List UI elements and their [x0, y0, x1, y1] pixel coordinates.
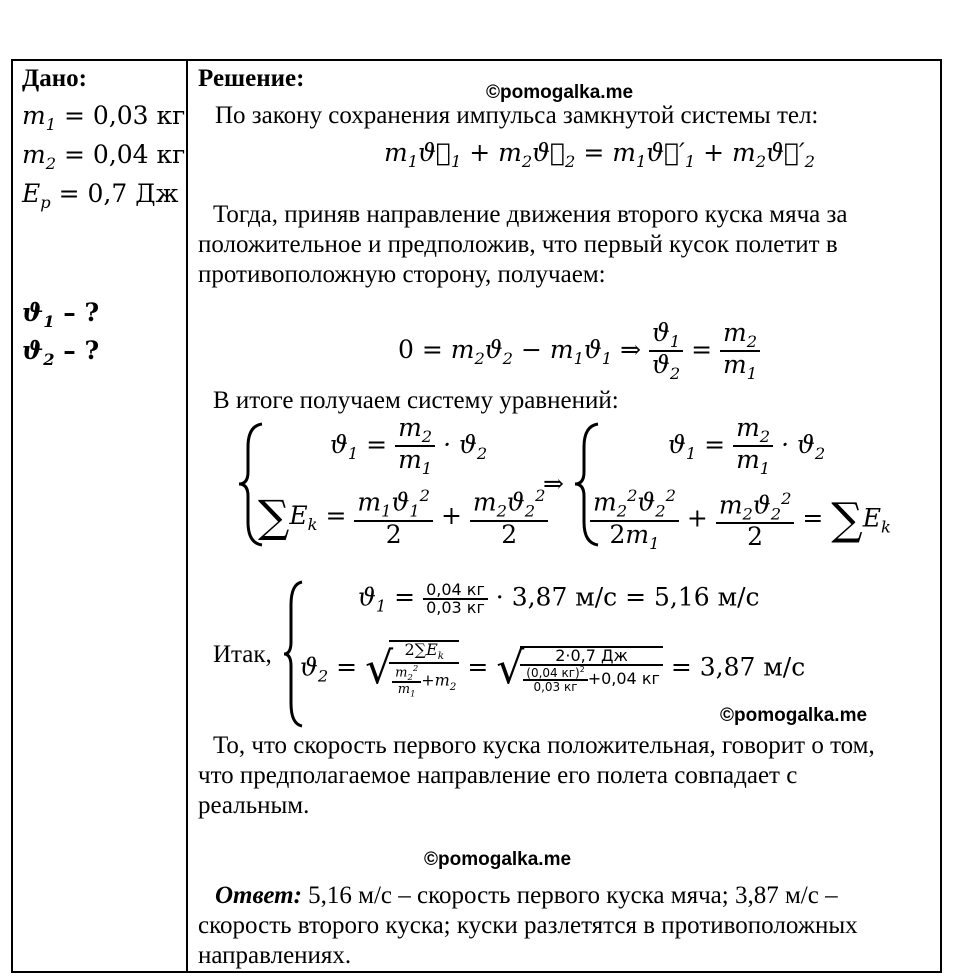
answer-line1: Ответ: 5,16 м/с – скорость первого куска мяча; 3,87 м/с –: [215, 882, 838, 909]
intro-text: По закону сохранения импульса замкнутой системы тел:: [215, 102, 819, 129]
momentum-equation: $m_1ϑ⃗_1$ + $m_2ϑ⃗_2$ = $m_1ϑ⃗'_1$ + $m_2ϑ⃗'_2$: [384, 138, 815, 171]
para1-line2: положительное и предположив, что первый кусок полетит в: [198, 231, 838, 258]
para2-line3: реальным.: [198, 792, 310, 819]
para2-line1: То, что скорость первого куска положительная, говорит о том,: [213, 732, 875, 759]
watermark-bottom: ©pomogalka.me: [424, 849, 572, 870]
implies-arrow: ⇒: [543, 471, 564, 498]
answer-line2: скорость второго куска; куски разлетятся в противоположных: [198, 912, 858, 939]
answer-line3: направлениях.: [198, 942, 352, 969]
watermark-middle: ©pomogalka.me: [720, 705, 868, 726]
find-v1: $ϑ_1$ – ?: [22, 298, 100, 331]
given-header: Дано:: [22, 65, 87, 92]
para2-line2: что предполагаемое направление его полета совпадает с: [198, 762, 798, 789]
given-ep: $E_p = 0,7$ Дж: [22, 179, 179, 212]
solution-header: Решение:: [198, 65, 305, 92]
para1-line1: Тогда, приняв направление движения второго куска мяча за: [213, 201, 848, 228]
para1-line3: противоположную сторону, получаем:: [198, 261, 606, 288]
system-left-eq1: $ϑ_1$ = $\frac{m_2}{m_1}$ · $ϑ_2$: [330, 413, 488, 479]
system-right-eq1: $ϑ_1$ = $\frac{m_2}{m_1}$ · $ϑ_2$: [668, 413, 826, 479]
ratio-equation: $0 = m_2ϑ_2 - m_1ϑ_1$ ⇒ $\frac{ϑ_1}{ϑ_2}$ = $\frac{m_2}{m_1}$: [398, 320, 760, 383]
column-divider: [186, 59, 188, 973]
given-m1: $m_1 = 0,03$ кг: [22, 101, 186, 134]
system-right-eq2: $\frac{m_2^2ϑ_2^2}{2m_1}$ + $\frac{m_2ϑ_2^2}{2}$ = $\sum E_k$: [590, 488, 891, 552]
itak-label: Итак,: [213, 641, 272, 668]
watermark-top: ©pomogalka.me: [486, 82, 634, 103]
result-v1: $ϑ_1$ = $\frac{0,04 кг}{0,03 кг}$ · 3,87 м/с = 5,16 м/с: [358, 580, 760, 617]
find-v2: $ϑ_2$ – ?: [22, 336, 100, 369]
result-v2: $ϑ_2$ = √ $2\sum E_k$ $\frac{m_2^2}{m_1}$ $+m_2$ = √ 2·0,7 Дж $\frac{(0,04 кг)^2}{0,03 кг}$ +0,04 кг = 3,87 м/с: [300, 640, 806, 699]
system-left-eq2: $\sum E_k$ = $\frac{m_1ϑ_1^2}{2}$ + $\frac{m_2ϑ_2^2}{2}$: [258, 488, 548, 547]
given-m2: $m_2 = 0,04$ кг: [22, 140, 186, 173]
system-intro: В итоге получаем систему уравнений:: [213, 387, 619, 414]
